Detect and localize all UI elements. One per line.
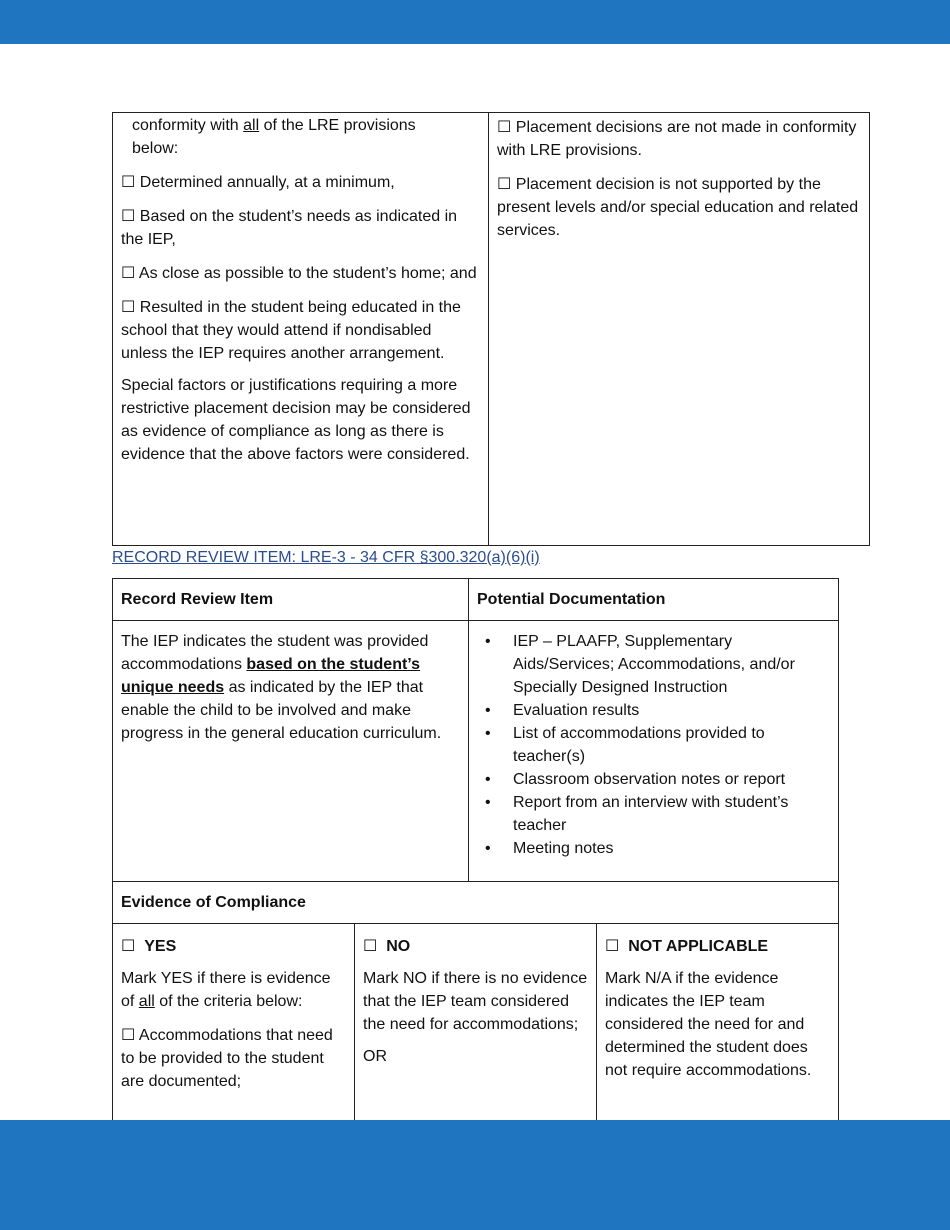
- criteria-checkbox-item: ☐ Based on the student’s needs as indicated in the IEP,: [121, 208, 458, 248]
- documentation-list: [477, 630, 830, 860]
- bullet-icon: •: [485, 702, 491, 719]
- yes-option-cell: [113, 924, 355, 1133]
- bullet-icon: •: [485, 725, 491, 742]
- documentation-list-cell: [469, 621, 839, 882]
- bullet-icon: •: [485, 633, 491, 650]
- na-option-title: ☐ NOT APPLICABLE: [605, 938, 769, 955]
- na-option-cell: [597, 924, 839, 1133]
- bullet-icon: •: [485, 794, 491, 811]
- yes-option-title: ☐ YES: [121, 938, 177, 955]
- lre2-yes-cell: [113, 113, 489, 546]
- checkbox-icon[interactable]: ☐: [497, 176, 512, 193]
- list-item: • IEP – PLAAFP, Supplementary Aids/Services; Accommodations, and/or Specially Designed Instruction: [513, 630, 830, 699]
- no-instruction: Mark NO if there is no evidence that the IEP team considered the need for accommodations;: [363, 970, 588, 1033]
- list-item: • Evaluation results: [513, 699, 830, 722]
- criteria-checkbox-item: ☐ As close as possible to the student’s home; and: [121, 265, 477, 282]
- no-option-title: ☐ NO: [363, 938, 411, 955]
- lre3-review-table: [112, 578, 839, 1133]
- checkbox-icon[interactable]: ☐: [497, 119, 512, 136]
- checkbox-icon[interactable]: ☐: [121, 208, 136, 225]
- checkbox-icon[interactable]: ☐: [363, 938, 378, 955]
- list-item: • Classroom observation notes or report: [513, 768, 830, 791]
- criteria-checkbox-item: ☐ Determined annually, at a minimum,: [121, 174, 395, 191]
- criteria-checkbox-item: ☐ Resulted in the student being educated in the school that they would attend if nondisabled unless the IEP requires another arrangement.: [121, 299, 461, 362]
- checkbox-icon[interactable]: ☐: [121, 1027, 136, 1044]
- list-item: • List of accommodations provided to teacher(s): [513, 722, 830, 768]
- bullet-icon: •: [485, 771, 491, 788]
- lre3-heading-link[interactable]: RECORD REVIEW ITEM: LRE-3 - 34 CFR §300.320(a)(6)(i): [112, 549, 540, 566]
- header-bar: [0, 0, 950, 44]
- record-review-item-header: Record Review Item: [113, 579, 469, 621]
- lre2-no-cell: [489, 113, 870, 546]
- criteria-checkbox-item: ☐ Placement decisions are not made in conformity with LRE provisions.: [497, 119, 857, 159]
- na-instruction: Mark N/A if the evidence indicates the IEP team considered the need for and determined the student does not require accommodations.: [605, 970, 812, 1079]
- bullet-icon: •: [485, 840, 491, 857]
- checkbox-icon[interactable]: ☐: [121, 938, 136, 955]
- checkbox-icon[interactable]: ☐: [121, 265, 136, 282]
- checkbox-icon[interactable]: ☐: [605, 938, 620, 955]
- criteria-checkbox-item: ☐ Placement decision is not supported by the present levels and/or special education and related services.: [497, 176, 859, 239]
- footer-bar: [0, 1120, 950, 1230]
- review-item-description: The IEP indicates the student was provided accommodations based on the student’s unique needs as indicated by the IEP that enable the child to be involved and make progress in the general education curriculum.: [113, 621, 469, 882]
- checkbox-icon[interactable]: ☐: [121, 299, 136, 316]
- criteria-checkbox-item: ☐ Accommodations that need to be provided to the student are documented;: [121, 1027, 333, 1090]
- yes-instruction: Mark YES if there is evidence of all of the criteria below:: [121, 970, 331, 1010]
- special-factors-note: Special factors or justifications requiring a more restrictive placement decision may be considered as evidence of compliance as long as there is evidence that the above factors were considered.: [121, 377, 471, 463]
- evidence-of-compliance-header: Evidence of Compliance: [113, 882, 839, 924]
- or-text: OR: [363, 1048, 387, 1065]
- lre2-compliance-table: [112, 112, 870, 546]
- no-option-cell: [355, 924, 597, 1133]
- list-item: • Report from an interview with student’s teacher: [513, 791, 830, 837]
- list-item: • Meeting notes: [513, 837, 830, 860]
- lre2-yes-intro: conformity with all of the LRE provisions below:: [132, 117, 416, 157]
- potential-documentation-header: Potential Documentation: [469, 579, 839, 621]
- checkbox-icon[interactable]: ☐: [121, 174, 136, 191]
